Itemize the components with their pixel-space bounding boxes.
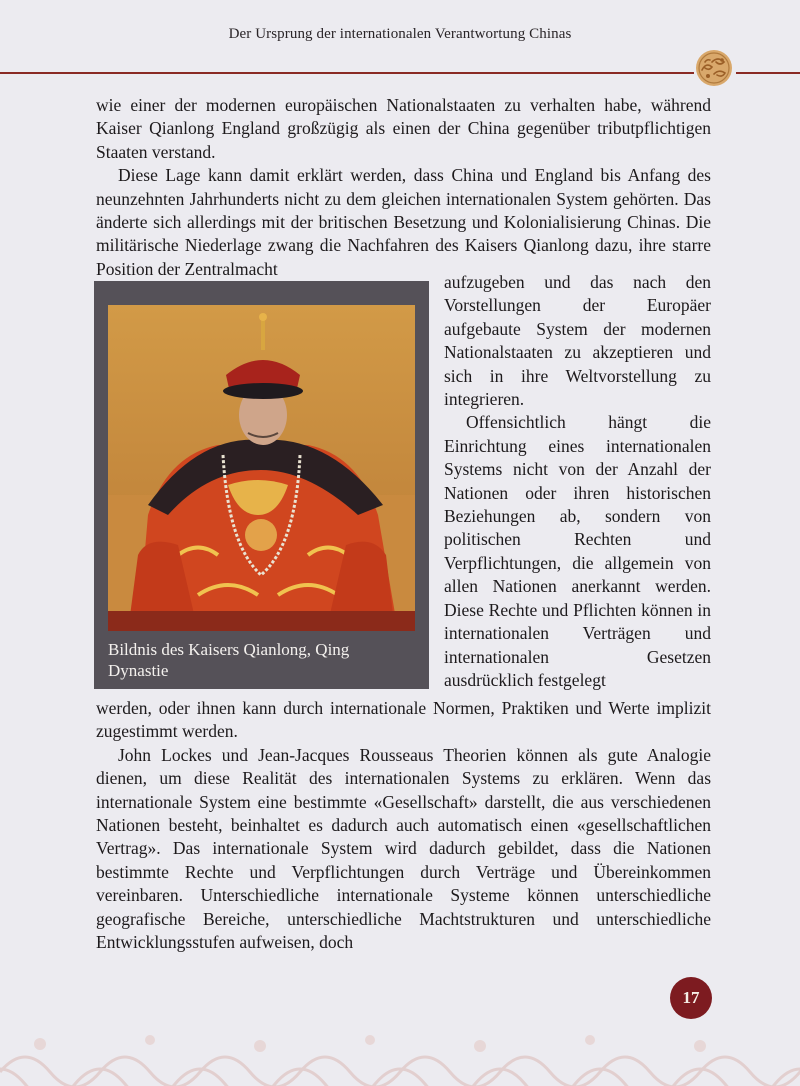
figure-caption: Bildnis des Kaisers Qianlong, Qing Dynastie xyxy=(108,640,350,680)
portrait-figure xyxy=(94,281,429,689)
paragraph-1: wie einer der modernen europäischen Nationalstaaten zu verhalten habe, während Kaiser Qianlong England großzügig als einen der China gegenüber tributpflichtigen Staaten verstand. xyxy=(96,95,711,162)
wave-border-decoration xyxy=(0,1022,800,1086)
paragraph-4: John Lockes und Jean-Jacques Rousseaus Theorien können als gute Analogie dienen, um diese Realität des internationalen Systems zu erklären. Wenn das internationale System eine bestimmte «Gesellschaft» darstellt, die aus verschiedenen Nationen besteht, beinhaltet es dadurch auch automatisch einen «gesellschaftlichen Vertrag». Das internationale System wird dadurch gebildet, dass die Nationen bestimmte Rechte und Verpflichtungen durch Verträge und Übereinkommen vereinbaren. Unterschiedliche internationale Systeme können unterschiedliche geografische Bereiche, unterschiedliche Machtstrukturen und unterschiedliche Entwicklungsstufen aufweisen, doch xyxy=(96,744,711,953)
emperor-portrait-image xyxy=(108,305,415,631)
paragraph-3-continued: werden, oder ihnen kann durch internationale Normen, Praktiken und Werte implizit zugestimmt werden. xyxy=(96,698,711,742)
text-block-bottom xyxy=(96,697,711,954)
running-title: Der Ursprung der internationalen Verantwortung Chinas xyxy=(228,26,572,42)
header-rule xyxy=(0,72,694,74)
page-number-badge: 17 xyxy=(670,977,712,1019)
paragraph-2: Diese Lage kann damit erklärt werden, dass China und England bis Anfang des neunzehnten Jahrhunderts nicht zu dem gleichen internationalen System gehörten. Das änderte sich allerdings mit der britischen Besetzung und Kolonialisierung Chinas. Die militärische Niederlage zwang die Nachfahren des Kaisers Qianlong dazu, ihre starre Position der Zentralmacht xyxy=(96,165,711,279)
text-block-top xyxy=(96,94,711,281)
header-rule-right xyxy=(736,72,800,74)
text-column-right xyxy=(444,271,711,692)
paragraph-2-continued: aufzugeben und das nach den Vorstellungen der Europäer aufgebaute System der modernen Nationalstaaten zu akzeptieren und sich in ihre Weltvorstellung zu integrieren. xyxy=(444,272,711,410)
cloud-ornament-icon xyxy=(692,48,736,88)
paragraph-3: Offensichtlich hängt die Einrichtung eines internationalen Systems nicht von der Anzahl der Nationen oder ihren historischen Beziehungen ab, sondern von politischen Rechten und Verpflichtungen, die allgemein von allen Nationen anerkannt werden. Diese Rechte und Pflichten können in internationalen Verträgen und internationalen Gesetzen ausdrücklich festgelegt xyxy=(444,412,711,690)
